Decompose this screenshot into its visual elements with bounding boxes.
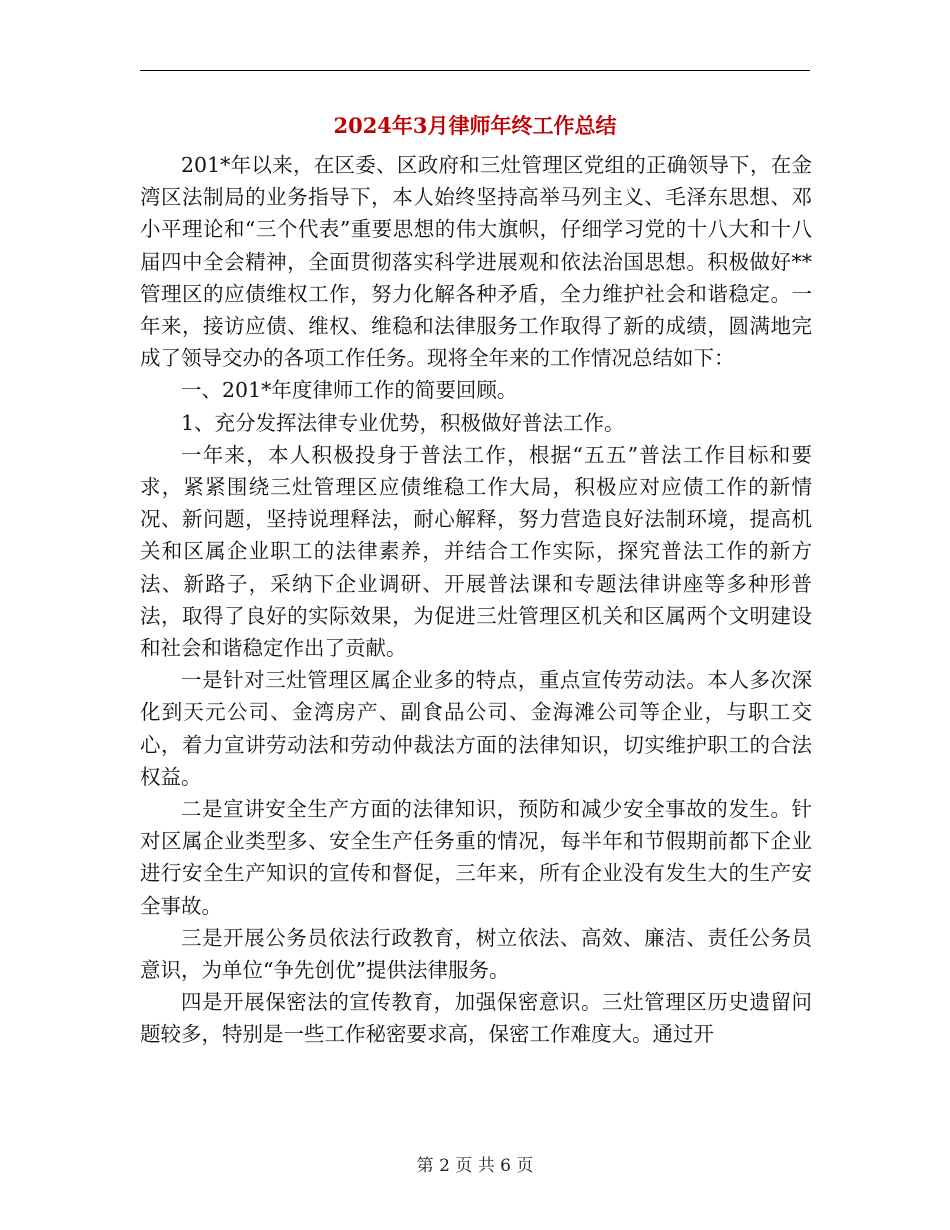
- page-number-footer: 第 2 页 共 6 页: [416, 1156, 534, 1176]
- paragraph-intro: 201*年以来，在区委、区政府和三灶管理区党组的正确领导下，在金湾区法制局的业务指导下，本人始终坚持高举马列主义、毛泽东思想、邓小平理论和“三个代表”重要思想的伟大旗帜，仔细学习党的十八大和十八届四中全会精神，全面贯彻落实科学进展观和依法治国思想。积极做好**管理区的应债维权工作，努力化解各种矛盾，全力维护社会和谐稳定。一年来，接访应债、维权、维稳和法律服务工作取得了新的成绩，圆满地完成了领导交办的各项工作任务。现将全年来的工作情况总结如下：: [140, 153, 812, 371]
- paragraph-section-heading: 一、201*年度律师工作的简要回顾。: [181, 378, 518, 403]
- document-title: 2024年3月律师年终工作总结: [333, 113, 617, 138]
- paragraph-point-one: 一是针对三灶管理区属企业多的特点，重点宣传劳动法。本人多次深化到天元公司、金湾房产、副食品公司、金海滩公司等企业，与职工交心，着力宣讲劳动法和劳动仲裁法方面的法律知识，切实维护职工的合法权益。: [140, 668, 812, 789]
- paragraph-point-four: 四是开展保密法的宣传教育，加强保密意识。三灶管理区历史遗留问题较多，特别是一些工作秘密要求高，保密工作难度大。通过开: [140, 990, 812, 1047]
- document-body: [140, 149, 812, 1051]
- paragraph-legal-education: 一年来，本人积极投身于普法工作，根据“五五”普法工作目标和要求，紧紧围绕三灶管理区应债维稳工作大局，积极应对应债工作的新情况、新问题，坚持说理释法，耐心解释，努力营造良好法制环境，提高机关和区属企业职工的法律素养，并结合工作实际，探究普法工作的新方法、新路子，采纳下企业调研、开展普法课和专题法律讲座等多种形普法，取得了良好的实际效果，为促进三灶管理区机关和区属两个文明建设和社会和谐稳定作出了贡献。: [140, 442, 812, 661]
- paragraph-point-three: 三是开展公务员依法行政教育，树立依法、高效、廉洁、责任公务员意识，为单位“争先创优”提供法律服务。: [140, 925, 812, 983]
- paragraph-point-two: 二是宣讲安全生产方面的法律知识，预防和减少安全事故的发生。针对区属企业类型多、安全生产任务重的情况，每半年和节假期前都下企业进行安全生产知识的宣传和督促，三年来，所有企业没有发生大的生产安全事故。: [140, 797, 812, 918]
- header-rule: [140, 70, 810, 71]
- paragraph-subsection-heading: 1、充分发挥法律专业优势，积极做好普法工作。: [181, 410, 625, 435]
